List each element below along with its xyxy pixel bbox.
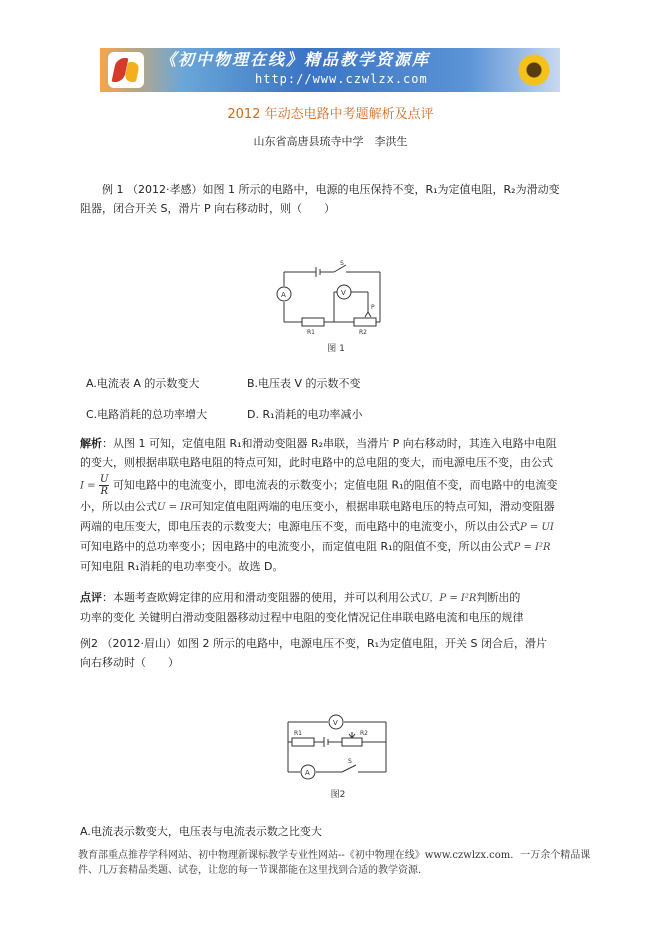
sunflower-icon [514, 50, 554, 90]
footer-line2: 件、几万套精品类题、试卷，让您的每一节课都能在这里找到合适的教学资源． [78, 865, 428, 876]
fig1-label-r2: R2 [359, 329, 367, 336]
comment-line2: 功率的变化 关键明白滑动变阻器移动过程中电阻的变化情况记住串联电路电流和电压的规律 [80, 611, 524, 624]
formula-i: I = [80, 480, 96, 492]
analysis-line7: 可知电阻 R₁消耗的电功率变小。故选 D。 [80, 560, 284, 573]
formula-u-over-r [99, 474, 109, 497]
analysis-line3: 可知电路中的电流变小，即电流表的示数变小；定值电阻 R₁的阻值不变，而电路中的电流变 [112, 478, 558, 492]
document-author: 山东省高唐县琉寺中学 李洪生 [253, 135, 408, 148]
comment-formulas: U，P = I²R [421, 593, 477, 604]
banner-title: 《初中物理在线》精品教学资源库 [160, 50, 431, 69]
footer-line1: 教育部重点推荐学科网站、初中物理新课标教学专业性网站--《初中物理在线》www.czwlzx.com．一万余个精品课 [78, 850, 591, 861]
analysis-label: 解析 [80, 437, 102, 450]
example1-option-b: B.电压表 V 的示数不变 [247, 377, 361, 390]
figure1-circuit [276, 258, 388, 338]
example2-stem [80, 634, 590, 672]
comment-line1b: 判断出的 [476, 591, 521, 604]
banner-url[interactable]: http://www.czwlzx.com [255, 72, 428, 86]
analysis-line1: ：从图 1 可知，定值电阻 R₁和滑动变阻器 R₂串联，当滑片 P 向右移动时，其连入电路中电阻 [102, 437, 557, 450]
analysis-line4a: 小，所以由公式 [80, 500, 157, 513]
formula-uir: U = IR [157, 502, 192, 513]
fig2-label-r1: R1 [294, 730, 302, 737]
figure1-caption: 图 1 [327, 344, 345, 354]
fig1-label-s: S [340, 260, 344, 267]
formula-u: U [100, 474, 109, 485]
analysis-line2: 的变大，则根据串联电路电阻的特点可知，此时电路中的总电阻的变大，而电源电压不变，由公式 [80, 456, 553, 469]
example1-option-c: C.电路消耗的总功率增大 [86, 408, 208, 421]
fig2-label-v: V [333, 719, 338, 727]
fig1-label-a: A [281, 291, 286, 299]
comment-line1a: ：本题考查欧姆定律的应用和滑动变阻器的使用，并可以利用公式 [102, 591, 421, 604]
site-banner [100, 48, 560, 92]
figure2-circuit [282, 712, 394, 782]
site-logo [108, 52, 144, 88]
example1-comment [80, 588, 600, 627]
example1-analysis [80, 434, 590, 576]
comment-label: 点评 [80, 591, 102, 604]
example1-stem [80, 180, 590, 218]
formula-r: R [100, 486, 108, 497]
example2-option-a: A.电流表示数变大，电压表与电流表示数之比变大 [80, 825, 322, 838]
formula-pi2r: P = I²R [513, 542, 551, 553]
analysis-line5a: 两端的电压变大，即电压表的示数变大；电源电压不变，而电路中的电流变小，所以由公式 [80, 520, 520, 533]
fig1-label-r1: R1 [307, 329, 315, 336]
example1-stem-line2: 阻器，闭合开关 S，滑片 P 向右移动时，则（ ） [80, 202, 336, 215]
example1-option-a: A.电流表 A 的示数变大 [86, 377, 200, 390]
fig2-label-a: A [305, 769, 310, 777]
fig2-label-r2: R2 [360, 730, 368, 737]
fig1-label-p: P [371, 304, 375, 311]
document-title: 2012 年动态电路中考题解析及点评 [227, 107, 434, 122]
fig2-label-s: S [348, 758, 352, 765]
example1-option-d: D. R₁消耗的电功率减小 [247, 408, 363, 421]
fig1-label-v: V [341, 289, 346, 297]
example1-stem-line1: 例 1 （2012·孝感）如图 1 所示的电路中，电源的电压保持不变，R₁为定值电阻，R₂为滑动变 [102, 183, 560, 196]
page-footer [78, 848, 603, 878]
analysis-line6a: 可知电路中的总功率变小；因电路中的电流变小，而定值电阻 R₁的阻值不变，所以由公式 [80, 540, 514, 553]
figure2-caption: 图2 [330, 790, 346, 800]
example2-stem-line2: 向右移动时（ ） [80, 656, 179, 669]
formula-pui: P = UI [520, 522, 554, 533]
analysis-line4b: 可知定值电阻两端的电压变小，根据串联电路电压的特点可知，滑动变阻器 [191, 500, 555, 513]
example2-stem-line1: 例2 （2012·眉山）如图 2 所示的电路中，电源电压不变，R₁为定值电阻，开关 S 闭合后，滑片 [80, 637, 548, 650]
